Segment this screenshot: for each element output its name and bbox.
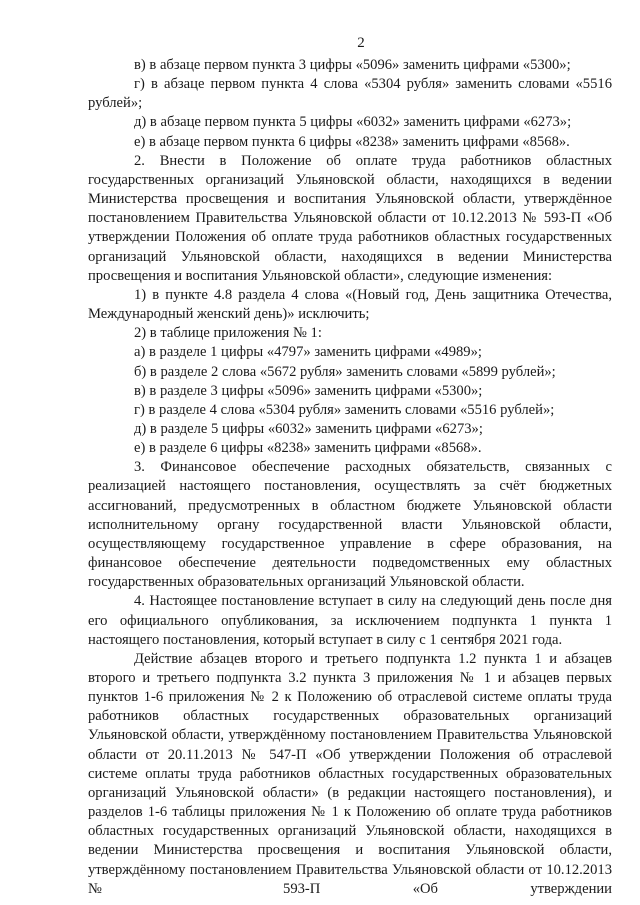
paragraph-table-section-6: е) в разделе 6 цифры «8238» заменить цифрами «8568». xyxy=(134,440,482,457)
paragraph-effective-clause: Действие абзацев второго и третьего подпункта 1.2 пункта 1 и абзацев второго и третьего подпункта 3.2 пункта 3 приложения № 1 и абзацев первых пунктов 1-6 приложения № 2 к Положению об отраслевой системе оплаты труда работников областных государственных образовательных организаций Ульяновской области, утверждённому постановлением Правительства Ульяновской области от 20.11.2013 № 547-П «Об утверждении Положения об отраслевой системе оплаты труда работников областных государственных образовательных организаций Ульяновской области» (в редакции настоящего постановления), и разделов 1-6 таблицы приложения № 1 к Положению об оплате труда работников областных государственных организаций Ульяновской области, находящихся в ведении Министерства просвещения и воспитания Ульяновской области, утверждённому постановлением Правительства Ульяновской области от 10.12.2013 № 593-П «Об утверждении xyxy=(88,650,612,897)
page-number: 2 xyxy=(357,35,365,51)
paragraph-section-3: 3. Финансовое обеспечение расходных обязательств, связанных с реализацией настоящего постановления, осуществлять за счёт бюджетных ассигнований, предусмотренных в областном бюджете Ульяновской области исполнительному органу государственной власти Ульяновской области, осуществляющему государственное управление в сфере образования, на финансовое обеспечение деятельности подведомственных ему областных государственных образовательных организаций Ульяновской области. xyxy=(88,459,612,591)
paragraph-section-4: 4. Настоящее постановление вступает в силу на следующий день после дня его официального опубликования, за исключением подпункта 1 пункта 1 настоящего постановления, который вступает в силу с 1 сентября 2021 года. xyxy=(88,593,612,648)
paragraph-item-g-point-4: г) в абзаце первом пункта 4 слова «5304 рубля» заменить словами «5516 рублей»; xyxy=(88,76,612,112)
paragraph-table-section-5: д) в разделе 5 цифры «6032» заменить цифрами «6273»; xyxy=(134,420,483,437)
paragraph-section-2: 2. Внести в Положение об оплате труда работников областных государственных организаций Ульяновской области, находящихся в ведении Министерства просвещения и воспитания Ульяновской области, утверждённое постановлением Правительства Ульяновской области от 10.12.2013 № 593-П «Об утверждении Положения об оплате труда работников областных государственных организаций Ульяновской области, находящихся в ведении Министерства просвещения и воспитания Ульяновской области», следующие изменения: xyxy=(88,152,612,284)
paragraph-subitem-2: 2) в таблице приложения № 1: xyxy=(134,325,322,342)
paragraph-table-section-1: а) в разделе 1 цифры «4797» заменить цифрами «4989»; xyxy=(134,344,482,361)
paragraph-item-v-point-3: в) в абзаце первом пункта 3 цифры «5096» заменить цифрами «5300»; xyxy=(134,57,571,73)
paragraph-item-e-point-6: е) в абзаце первом пункта 6 цифры «8238» заменить цифрами «8568». xyxy=(134,133,570,150)
paragraph-table-section-3: в) в разделе 3 цифры «5096» заменить цифрами «5300»; xyxy=(134,382,483,399)
paragraph-table-section-2: б) в разделе 2 слова «5672 рубля» заменить словами «5899 рублей»; xyxy=(134,363,556,380)
paragraph-table-section-4: г) в разделе 4 слова «5304 рубля» заменить словами «5516 рублей»; xyxy=(134,401,555,418)
paragraph-subitem-1: 1) в пункте 4.8 раздела 4 слова «(Новый год, День защитника Отечества, Международный женский день)» исключить; xyxy=(88,286,612,323)
paragraph-item-d-point-5: д) в абзаце первом пункта 5 цифры «6032» заменить цифрами «6273»; xyxy=(134,114,572,131)
